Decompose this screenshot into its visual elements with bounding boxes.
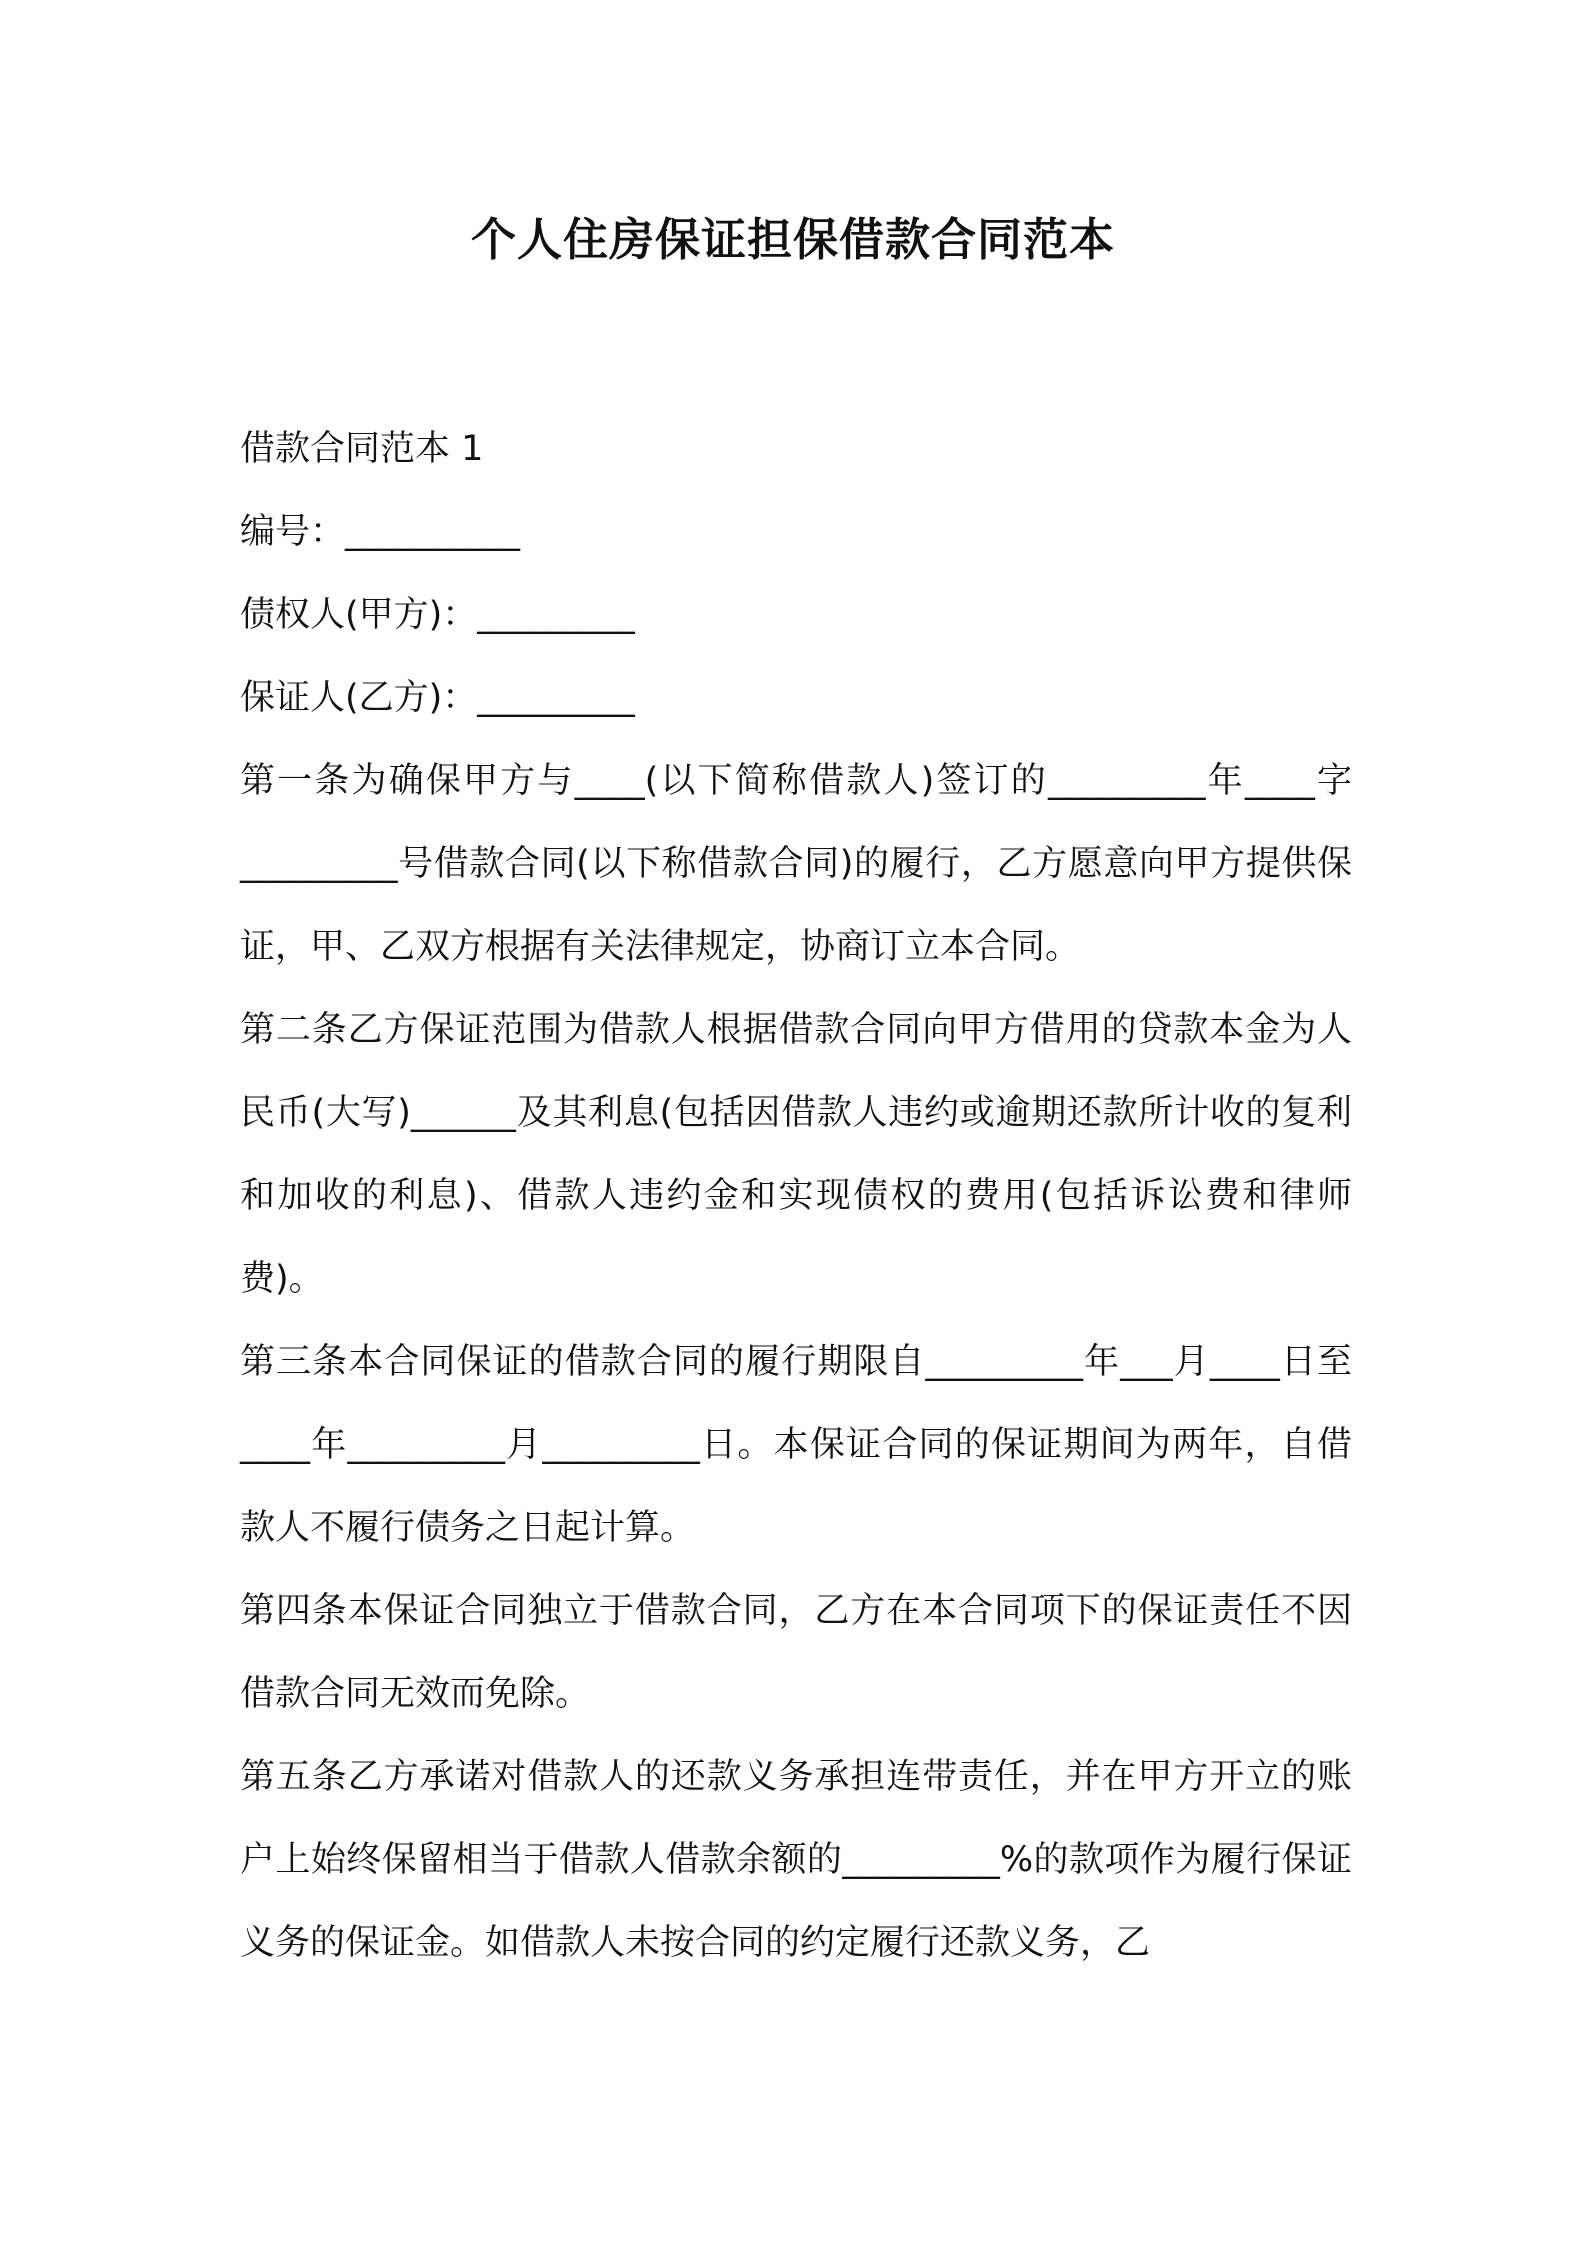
clause-5: 第五条乙方承诺对借款人的还款义务承担连带责任，并在甲方开立的账户上始终保留相当于借款人借款余额的_________%的款项作为履行保证义务的保证金。如借款人未按合同的约定履行还款义务，乙 bbox=[240, 1757, 1352, 1963]
clause-4: 第四条本保证合同独立于借款合同，乙方在本合同项下的保证责任不因借款合同无效而免除。 bbox=[240, 1591, 1352, 1714]
header-block bbox=[240, 408, 1352, 740]
clause-1: 第一条为确保甲方与____(以下简称借款人)签订的_________年____字_________号借款合同(以下称借款合同)的履行，乙方愿意向甲方提供保证，甲、乙双方根据有关法律规定，协商订立本合同。 bbox=[240, 761, 1352, 967]
document-body bbox=[240, 408, 1352, 1985]
clause-3: 第三条本合同保证的借款合同的履行期限自_________年___月____日至____年_________月_________日。本保证合同的保证期间为两年，自借款人不履行债务之日起计算。 bbox=[240, 1342, 1352, 1548]
document-title: 个人住房保证担保借款合同范本 bbox=[470, 213, 1115, 266]
guarantor-line: 保证人(乙方)：_________ bbox=[240, 678, 635, 718]
contract-number-line: 编号：__________ bbox=[240, 512, 521, 552]
clause-2: 第二条乙方保证范围为借款人根据借款合同向甲方借用的贷款本金为人民币(大写)______及其利息(包括因借款人违约或逾期还款所计收的复利和加收的利息)、借款人违约金和实现债权的费用(包括诉讼费和律师费)。 bbox=[240, 1010, 1352, 1299]
contract-template-label: 借款合同范本 1 bbox=[240, 429, 484, 469]
creditor-line: 债权人(甲方)：_________ bbox=[240, 595, 635, 635]
